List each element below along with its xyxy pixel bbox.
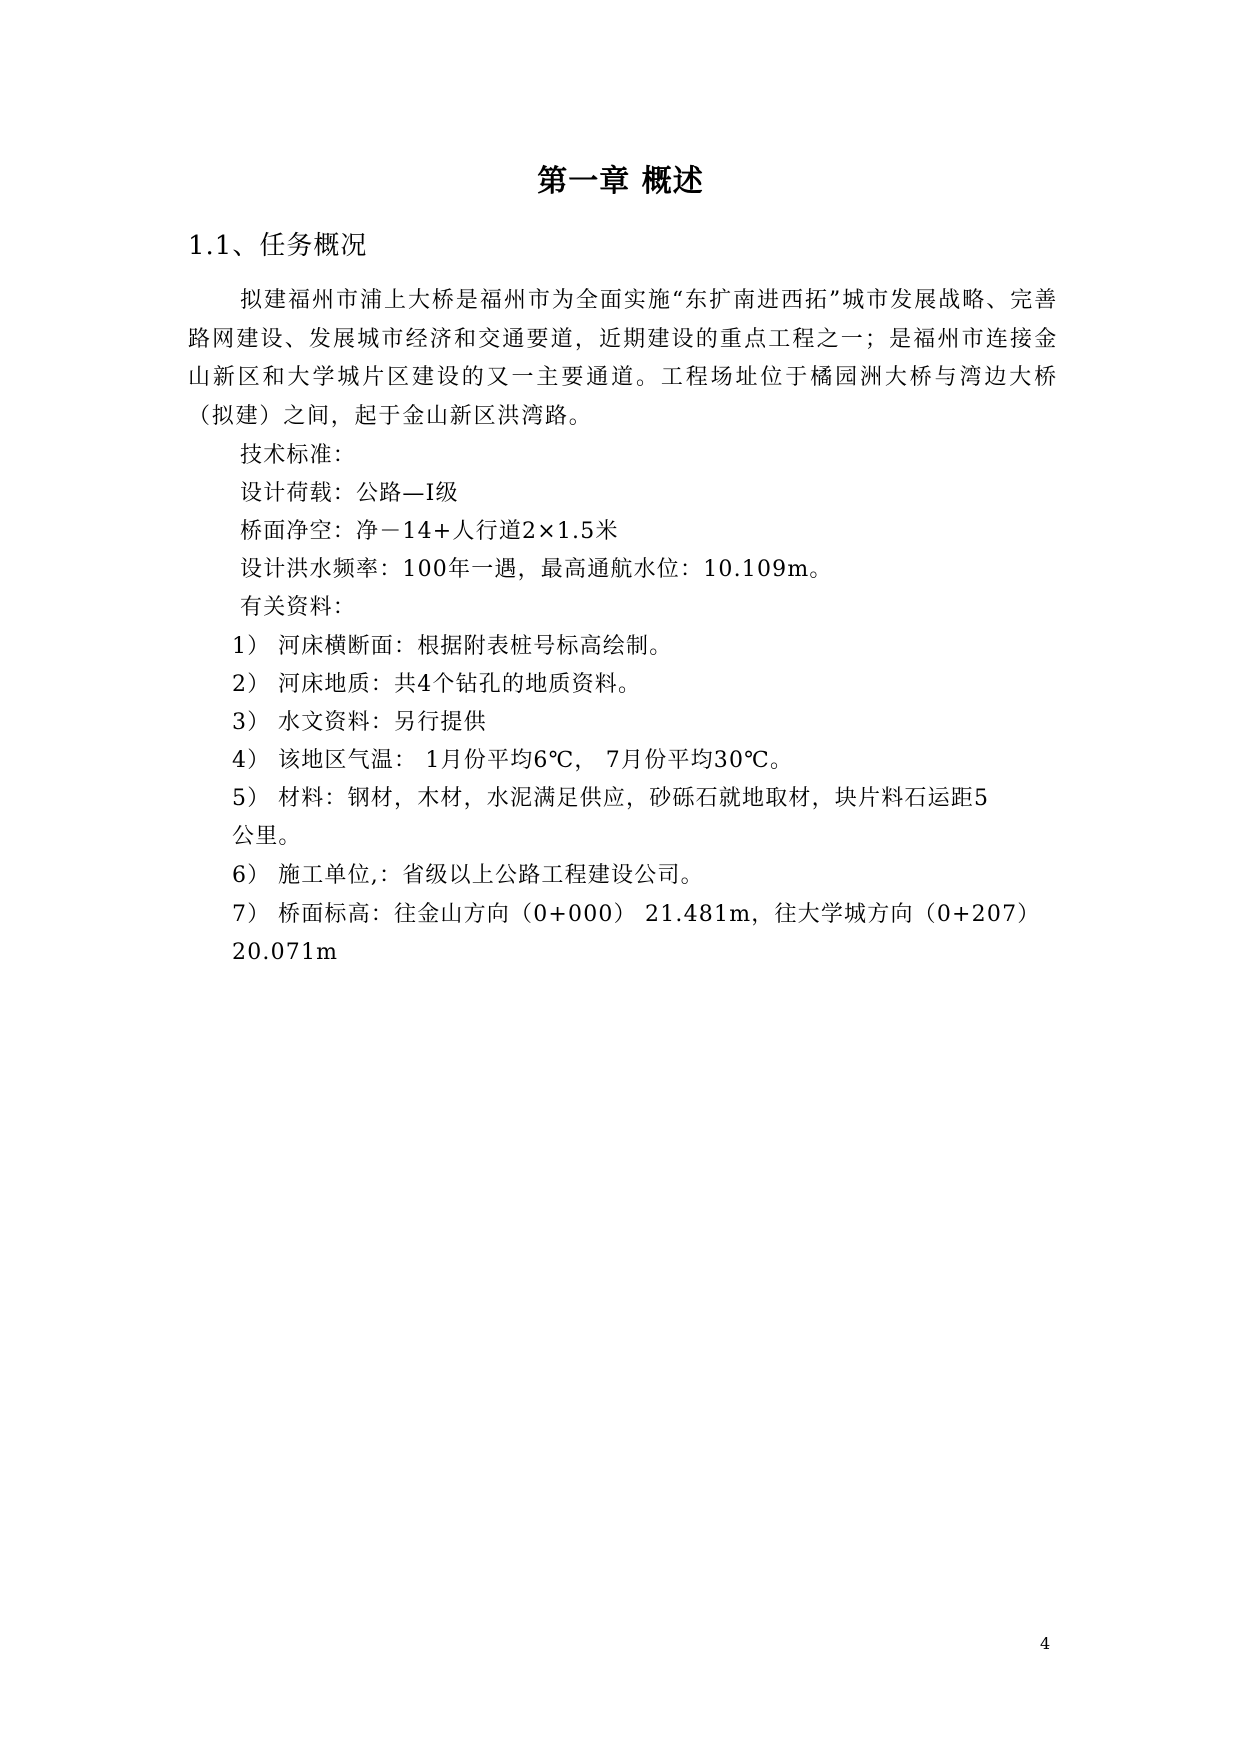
list-item-number: 6） bbox=[232, 863, 271, 888]
list-item-text: 桥面标高：往金山方向（0+000） 21.481m，往大学城方向（0+207） bbox=[278, 902, 1041, 927]
list-item-number: 1） bbox=[232, 634, 271, 659]
related-data-label: 有关资料： bbox=[240, 595, 357, 620]
section-heading: 1.1、任务概况 bbox=[188, 231, 368, 261]
list-item-text: 该地区气温： 1月份平均6℃， 7月份平均30℃。 bbox=[278, 748, 794, 773]
list-item bbox=[232, 896, 1058, 935]
list-item-number: 2） bbox=[232, 672, 271, 697]
list-item-text: 水文资料：另行提供 bbox=[278, 710, 487, 735]
list-item bbox=[232, 704, 1058, 743]
list-item-continuation: 20.071m bbox=[232, 940, 339, 965]
design-load: 设计荷载：公路—I级 bbox=[240, 481, 459, 506]
list-item-text: 河床地质：共4个钻孔的地质资料。 bbox=[278, 672, 642, 697]
page-number: 4 bbox=[1040, 1634, 1051, 1653]
list-item bbox=[232, 780, 1058, 819]
list-item-text: 河床横断面：根据附表桩号标高绘制。 bbox=[278, 634, 673, 659]
list-item-continuation: 公里。 bbox=[232, 824, 302, 849]
list-item-number: 4） bbox=[232, 748, 271, 773]
list-item-number: 7） bbox=[232, 902, 271, 927]
list-item-text: 材料：钢材，木材，水泥满足供应，砂砾石就地取材，块片料石运距5 bbox=[278, 786, 990, 811]
list-item bbox=[232, 857, 1058, 896]
tech-standard-label: 技术标准： bbox=[240, 443, 357, 468]
list-item-number: 5） bbox=[232, 786, 271, 811]
list-item bbox=[232, 742, 1058, 781]
chapter-title: 第一章 概述 bbox=[537, 164, 704, 199]
list-item-text: 施工单位,：省级以上公路工程建设公司。 bbox=[278, 863, 704, 888]
list-item bbox=[232, 628, 1058, 667]
intro-paragraph: 拟建福州市浦上大桥是福州市为全面实施“东扩南进西拓”城市发展战略、完善路网建设、发展城市经济和交通要道，近期建设的重点工程之一；是福州市连接金山新区和大学城片区建设的又一主要通道。工程场址位于橘园洲大桥与湾边大桥（拟建）之间，起于金山新区洪湾路。 bbox=[188, 288, 1058, 429]
deck-clearance: 桥面净空：净－14+人行道2×1.5米 bbox=[240, 519, 619, 544]
list-item bbox=[232, 666, 1058, 705]
flood-frequency: 设计洪水频率：100年一遇，最高通航水位：10.109m。 bbox=[240, 557, 833, 582]
list-item-number: 3） bbox=[232, 710, 271, 735]
